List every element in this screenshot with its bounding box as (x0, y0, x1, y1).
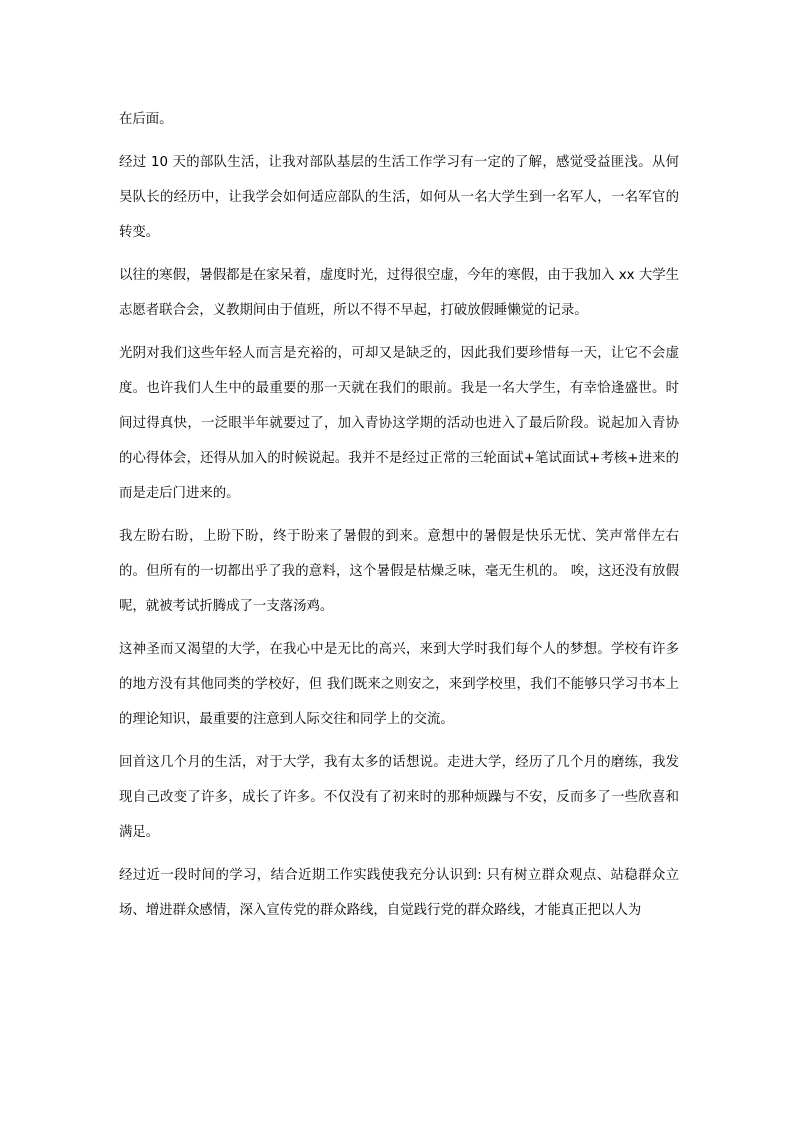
paragraph-3: 以往的寒假，暑假都是在家呆着，虚度时光，过得很空虚，今年的寒假，由于我加入 xx 大学生志愿者联合会，义教期间由于值班，所以不得不早起，打破放假睡懒觉的记录。 (119, 268, 679, 318)
paragraph-4: 光阴对我们这些年轻人而言是充裕的，可却又是缺乏的，因此我们要珍惜每一天，让它不会虚度。也许我们人生中的最重要的那一天就在我们的眼前。我是一名大学生，有幸恰逢盛世。时间过得真快，一泛眼半年就要过了，加入青协这学期的活动也进入了最后阶段。说起加入青协的心得体会，还得从加入的时候说起。我并不是经过正常的三轮面试+笔试面试+考核+进来的而是走后门进来的。 (119, 346, 679, 501)
paragraph-7: 回首这几个月的生活，对于大学，我有太多的话想说。走进大学，经历了几个月的磨练，我发现自己改变了许多，成长了许多。不仅没有了初来时的那种烦躁与不安，反而多了一些欣喜和满足。 (119, 755, 679, 840)
paragraph-1: 在后面。 (119, 112, 173, 127)
document-body (119, 102, 679, 928)
paragraph-8: 经过近一段时间的学习，结合近期工作实践使我充分认识到: 只有树立群众观点、站稳群众立场、增进群众感情，深入宣传党的群众路线，自觉践行党的群众路线，才能真正把以人为 (119, 868, 679, 918)
paragraph-6: 这神圣而又渴望的大学，在我心中是无比的高兴，来到大学时我们每个人的梦想。学校有许多的地方没有其他同类的学校好，但 我们既来之则安之，来到学校里，我们不能够只学习书本上的理论知识，最重要的注意到人际交往和同学上的交流。 (119, 642, 679, 727)
paragraph-5: 我左盼右盼，上盼下盼，终于盼来了暑假的到来。意想中的暑假是快乐无忧、笑声常伴左右的。但所有的一切都出乎了我的意料，这个暑假是枯燥乏味，毫无生机的。 唉，这还没有放假呢，就被考试折腾成了一支落汤鸡。 (119, 529, 679, 614)
paragraph-2: 经过 10 天的部队生活，让我对部队基层的生活工作学习有一定的了解，感觉受益匪浅。从何昊队长的经历中，让我学会如何适应部队的生活，如何从一名大学生到一名军人，一名军官的转变。 (119, 155, 679, 240)
